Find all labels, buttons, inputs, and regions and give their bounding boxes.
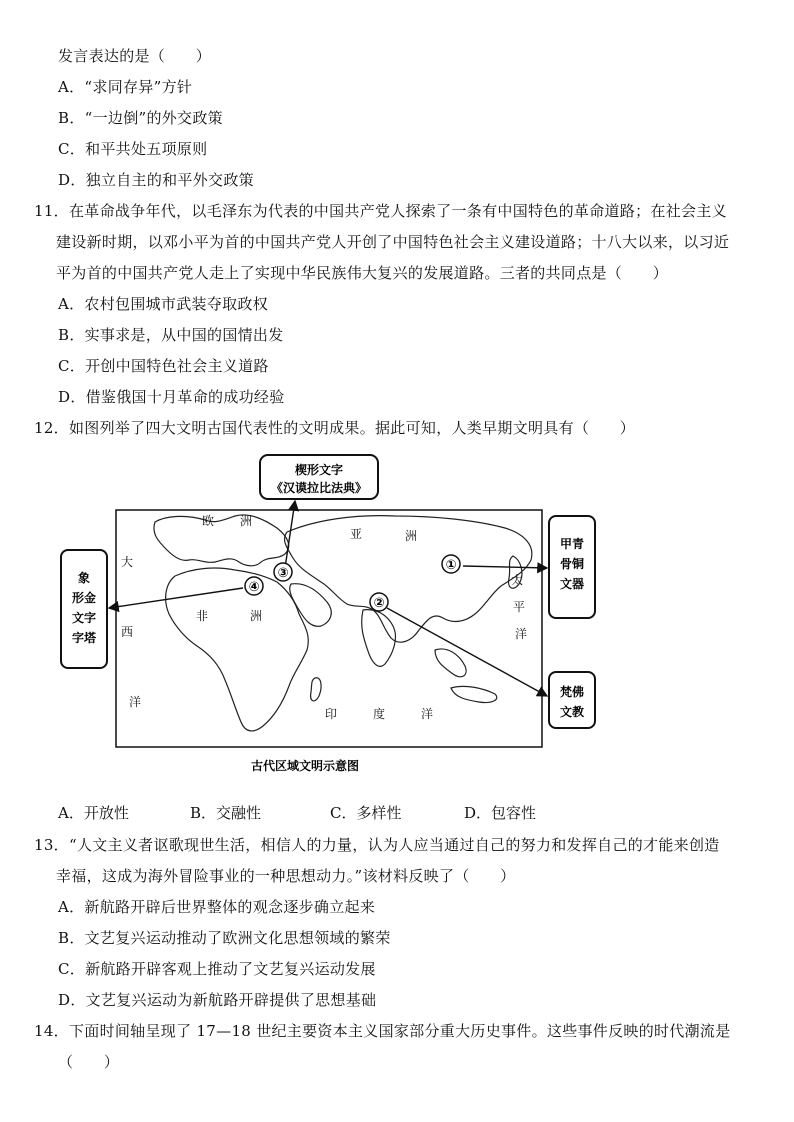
- q10-option-a[interactable]: A．“求同存异”方针: [58, 78, 193, 96]
- q13-stem-line-2: 幸福，这成为海外冒险事业的一种思想动力。”该材料反映了（ ）: [56, 867, 516, 885]
- box-right-bottom-line-2: 文教: [559, 705, 585, 719]
- box-egypt: [61, 550, 107, 668]
- marker-1: ①: [445, 558, 457, 573]
- label-europe-1: 欧: [202, 514, 215, 528]
- q12-option-a[interactable]: A．开放性: [58, 804, 129, 822]
- marker-4: ④: [248, 580, 260, 595]
- q14-stem-line-1: 14．下面时间轴呈现了 17—18 世纪主要资本主义国家部分重大历史事件。这些事件反映的时代潮流是: [34, 1022, 731, 1040]
- box-left-line-2: 形金: [71, 591, 97, 605]
- q11-option-a[interactable]: A．农村包围城市武装夺取政权: [58, 295, 269, 313]
- q11-option-d[interactable]: D．借鉴俄国十月革命的成功经验: [58, 388, 285, 406]
- label-africa-2: 洲: [250, 609, 263, 623]
- box-left-line-4: 字塔: [71, 631, 97, 645]
- q10-stem-end: 发言表达的是（ ）: [58, 47, 212, 65]
- q10-option-d[interactable]: D．独立自主的和平外交政策: [58, 171, 254, 189]
- box-top-line-1: 楔形文字: [294, 463, 344, 477]
- q11-stem-line-2: 建设新时期，以邓小平为首的中国共产党人开创了中国特色社会主义建设道路；十八大以来，以习近: [56, 233, 730, 251]
- box-left-line-1: 象: [77, 571, 91, 585]
- q12-option-c[interactable]: C．多样性: [330, 804, 402, 822]
- q11-stem-line-3: 平为首的中国共产党人走上了实现中华民族伟大复兴的发展道路。三者的共同点是（ ）: [56, 264, 669, 282]
- q11-option-b[interactable]: B．实事求是，从中国的国情出发: [58, 326, 284, 344]
- q13-option-d[interactable]: D．文艺复兴运动为新航路开辟提供了思想基础: [58, 991, 377, 1009]
- label-indian-3: 洋: [421, 707, 434, 721]
- civilization-map: [55, 450, 605, 780]
- q12-stem: 12．如图列举了四大文明古国代表性的文明成果。据此可知，人类早期文明具有（ ）: [34, 419, 636, 437]
- q12-option-d[interactable]: D．包容性: [464, 804, 537, 822]
- label-indian-2: 度: [373, 707, 386, 721]
- civilization-map-figure: [55, 450, 605, 780]
- label-atlantic-3: 洋: [129, 695, 142, 709]
- map-caption: 古代区域文明示意图: [250, 759, 360, 773]
- box-right-bottom-line-1: 梵佛: [559, 685, 585, 699]
- q13-option-b[interactable]: B．文艺复兴运动推动了欧洲文化思想领域的繁荣: [58, 929, 391, 947]
- label-pacific-2: 平: [513, 600, 526, 614]
- q13-stem-line-1: 13．“人文主义者讴歌现世生活，相信人的力量，认为人应当通过自己的努力和发挥自己的才能来创造: [34, 836, 720, 854]
- q11-option-c[interactable]: C．开创中国特色社会主义道路: [58, 357, 269, 375]
- box-right-top-line-2: 骨铜: [559, 557, 585, 571]
- box-right-top-line-3: 文器: [559, 577, 585, 591]
- q10-option-c[interactable]: C．和平共处五项原则: [58, 140, 208, 158]
- label-indian-1: 印: [325, 707, 338, 721]
- label-europe-2: 洲: [240, 514, 253, 528]
- q13-option-c[interactable]: C．新航路开辟客观上推动了文艺复兴运动发展: [58, 960, 376, 978]
- q10-option-b[interactable]: B．“一边倒”的外交政策: [58, 109, 223, 127]
- q11-stem-line-1: 11．在革命战争年代，以毛泽东为代表的中国共产党人探索了一条有中国特色的革命道路；在社会主义: [34, 202, 727, 220]
- label-pacific-3: 洋: [515, 627, 528, 641]
- marker-3: ③: [277, 566, 289, 581]
- q13-option-a[interactable]: A．新航路开辟后世界整体的观念逐步确立起来: [58, 898, 376, 916]
- box-top-line-2: 《汉谟拉比法典》: [270, 481, 368, 495]
- q12-option-b[interactable]: B．交融性: [190, 804, 262, 822]
- box-left-line-3: 文字: [71, 611, 97, 625]
- label-asia-2: 洲: [405, 529, 418, 543]
- q14-stem-line-2: （ ）: [58, 1053, 120, 1071]
- label-atlantic-2: 西: [121, 625, 134, 639]
- box-india: [549, 672, 595, 728]
- label-atlantic-1: 大: [121, 555, 134, 569]
- marker-2: ②: [373, 596, 385, 611]
- label-africa-1: 非: [196, 609, 209, 623]
- label-pacific-1: 太: [511, 573, 524, 587]
- label-asia-1: 亚: [350, 527, 363, 541]
- box-right-top-line-1: 甲青: [559, 537, 585, 551]
